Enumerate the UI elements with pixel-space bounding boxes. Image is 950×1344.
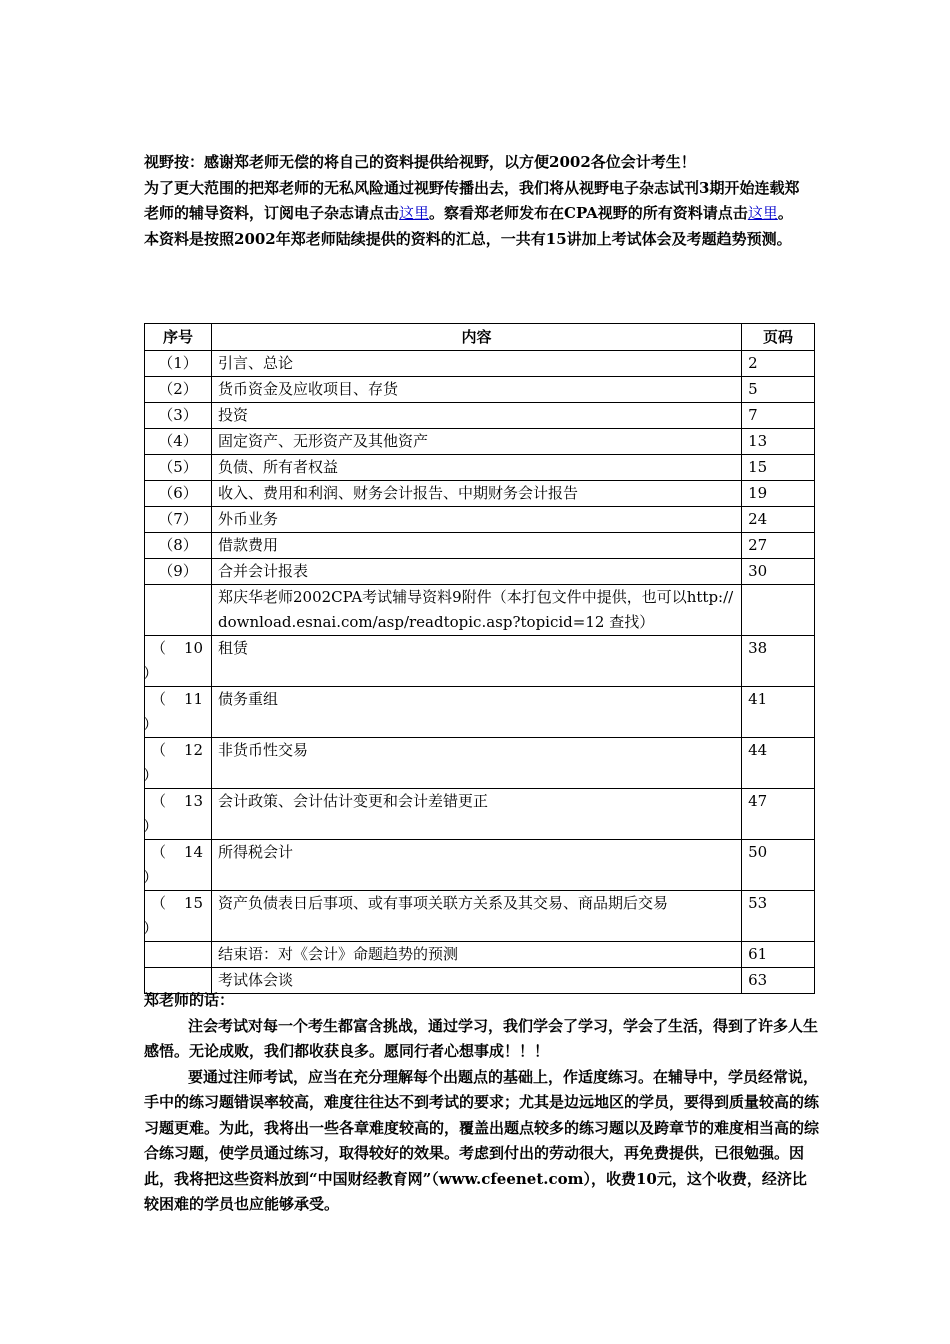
row-content: 外币业务 bbox=[211, 507, 741, 533]
intro-section bbox=[144, 150, 814, 252]
contents-table bbox=[144, 323, 815, 994]
num-close: ） bbox=[143, 715, 159, 733]
row-page: 53 bbox=[742, 891, 815, 942]
table-row bbox=[145, 942, 815, 968]
num-close: ） bbox=[143, 919, 159, 937]
row-num: （2） bbox=[145, 377, 212, 403]
row-num bbox=[145, 891, 212, 942]
num-open: （ bbox=[151, 741, 167, 759]
table-row bbox=[145, 429, 815, 455]
table-row bbox=[145, 891, 815, 942]
num-value: 11 bbox=[184, 690, 204, 708]
intro-text: 为了更大范围的把郑老师的无私风险通过视野传播出去，我们将从视野电子杂志试刊3期开始连载郑老师的辅导资料，订阅电子杂志请点击 bbox=[144, 178, 800, 222]
row-page: 47 bbox=[742, 789, 815, 840]
row-content: 固定资产、无形资产及其他资产 bbox=[211, 429, 741, 455]
row-num: （9） bbox=[145, 559, 212, 585]
num-close: ） bbox=[143, 664, 159, 682]
table-row bbox=[145, 377, 815, 403]
table-row bbox=[145, 687, 815, 738]
table-row bbox=[145, 481, 815, 507]
row-num: （1） bbox=[145, 351, 212, 377]
row-num bbox=[145, 687, 212, 738]
num-open: （ bbox=[151, 690, 167, 708]
row-page: 13 bbox=[742, 429, 815, 455]
row-content: 货币资金及应收项目、存货 bbox=[211, 377, 741, 403]
row-content: 资产负债表日后事项、或有事项关联方关系及其交易、商品期后交易 bbox=[211, 891, 741, 942]
row-page: 38 bbox=[742, 636, 815, 687]
row-page: 50 bbox=[742, 840, 815, 891]
row-num bbox=[145, 738, 212, 789]
row-page: 63 bbox=[742, 968, 815, 994]
num-close: ） bbox=[143, 868, 159, 886]
row-num: （5） bbox=[145, 455, 212, 481]
table-row bbox=[145, 533, 815, 559]
table-row bbox=[145, 738, 815, 789]
table-row bbox=[145, 585, 815, 636]
row-content: 引言、总论 bbox=[211, 351, 741, 377]
table-row bbox=[145, 840, 815, 891]
intro-text: 。 bbox=[777, 204, 793, 222]
table-header-row bbox=[145, 324, 815, 351]
header-num: 序号 bbox=[145, 324, 212, 351]
row-num bbox=[145, 636, 212, 687]
paragraph: 要通过注师考试，应当在充分理解每个出题点的基础上，作适度练习。在辅导中，学员经常说，手中的练习题错误率较高，难度往往达不到考试的要求；尤其是边远地区的学员，要得到质量较高的练习题更难。为此，我将出一些各章难度较高的，覆盖出题点较多的练习题以及跨章节的难度相当高的综合练习题，使学员通过练习，取得较好的效果。考虑到付出的劳动很大，再免费提供，已很勉强。因此，我将把这些资料放到“中国财经教育网”（www.cfeenet.com），收费10元，这个收费，经济比较困难的学员也应能够承受。 bbox=[144, 1067, 820, 1213]
num-value: 14 bbox=[184, 843, 204, 861]
table-row bbox=[145, 507, 815, 533]
row-num bbox=[145, 789, 212, 840]
table-row bbox=[145, 351, 815, 377]
section-heading: 郑老师的话： bbox=[144, 991, 235, 1009]
table-row bbox=[145, 636, 815, 687]
header-content: 内容 bbox=[211, 324, 741, 351]
num-value: 12 bbox=[184, 741, 204, 759]
intro-line-1: 视野按：感谢郑老师无偿的将自己的资料提供给视野，以方便2002各位会计考生！ bbox=[144, 153, 696, 171]
row-num bbox=[145, 840, 212, 891]
num-open: （ bbox=[151, 843, 167, 861]
row-page bbox=[742, 585, 815, 636]
table-row bbox=[145, 789, 815, 840]
num-value: 10 bbox=[184, 639, 204, 657]
row-page: 24 bbox=[742, 507, 815, 533]
num-open: （ bbox=[151, 639, 167, 657]
row-num: （6） bbox=[145, 481, 212, 507]
row-num bbox=[145, 942, 212, 968]
num-close: ） bbox=[143, 766, 159, 784]
row-num: （4） bbox=[145, 429, 212, 455]
row-page: 41 bbox=[742, 687, 815, 738]
num-open: （ bbox=[151, 792, 167, 810]
row-content: 考试体会谈 bbox=[211, 968, 741, 994]
row-page: 15 bbox=[742, 455, 815, 481]
row-page: 30 bbox=[742, 559, 815, 585]
intro-text: 。察看郑老师发布在CPA视野的所有资料请点击 bbox=[429, 204, 748, 222]
intro-line-2 bbox=[144, 176, 814, 227]
row-content: 非货币性交易 bbox=[211, 738, 741, 789]
num-open: （ bbox=[151, 894, 167, 912]
row-num: （8） bbox=[145, 533, 212, 559]
row-content: 借款费用 bbox=[211, 533, 741, 559]
header-page: 页码 bbox=[742, 324, 815, 351]
row-content: 合并会计报表 bbox=[211, 559, 741, 585]
row-content: 债务重组 bbox=[211, 687, 741, 738]
row-num: （3） bbox=[145, 403, 212, 429]
row-page: 27 bbox=[742, 533, 815, 559]
subscribe-link[interactable]: 这里 bbox=[399, 204, 430, 222]
row-content: 负债、所有者权益 bbox=[211, 455, 741, 481]
row-content: 会计政策、会计估计变更和会计差错更正 bbox=[211, 789, 741, 840]
row-num: （7） bbox=[145, 507, 212, 533]
row-page: 44 bbox=[742, 738, 815, 789]
row-content: 结束语：对《会计》命题趋势的预测 bbox=[211, 942, 741, 968]
intro-line-3: 本资料是按照2002年郑老师陆续提供的资料的汇总，一共有15讲加上考试体会及考题趋势预测。 bbox=[144, 229, 792, 248]
all-materials-link[interactable]: 这里 bbox=[747, 204, 778, 222]
row-content: 租赁 bbox=[211, 636, 741, 687]
row-content: 收入、费用和利润、财务会计报告、中期财务会计报告 bbox=[211, 481, 741, 507]
num-value: 15 bbox=[184, 894, 204, 912]
row-page: 2 bbox=[742, 351, 815, 377]
num-close: ） bbox=[143, 817, 159, 835]
table-row bbox=[145, 559, 815, 585]
paragraph: 注会考试对每一个考生都富含挑战，通过学习，我们学会了学习，学会了生活，得到了许多人生感悟。无论成败，我们都收获良多。愿同行者心想事成！！！ bbox=[144, 1016, 819, 1060]
table-row bbox=[145, 403, 815, 429]
teacher-words-section bbox=[144, 988, 820, 1218]
row-num bbox=[145, 585, 212, 636]
row-page: 7 bbox=[742, 403, 815, 429]
row-content: 郑庆华老师2002CPA考试辅导资料9附件（本打包文件中提供，也可以http://download.esnai.com/asp/readtopic.asp?topicid=12 查找） bbox=[211, 585, 741, 636]
row-content: 投资 bbox=[211, 403, 741, 429]
row-page: 61 bbox=[742, 942, 815, 968]
row-page: 19 bbox=[742, 481, 815, 507]
row-content: 所得税会计 bbox=[211, 840, 741, 891]
table-row bbox=[145, 455, 815, 481]
num-value: 13 bbox=[184, 792, 204, 810]
row-page: 5 bbox=[742, 377, 815, 403]
